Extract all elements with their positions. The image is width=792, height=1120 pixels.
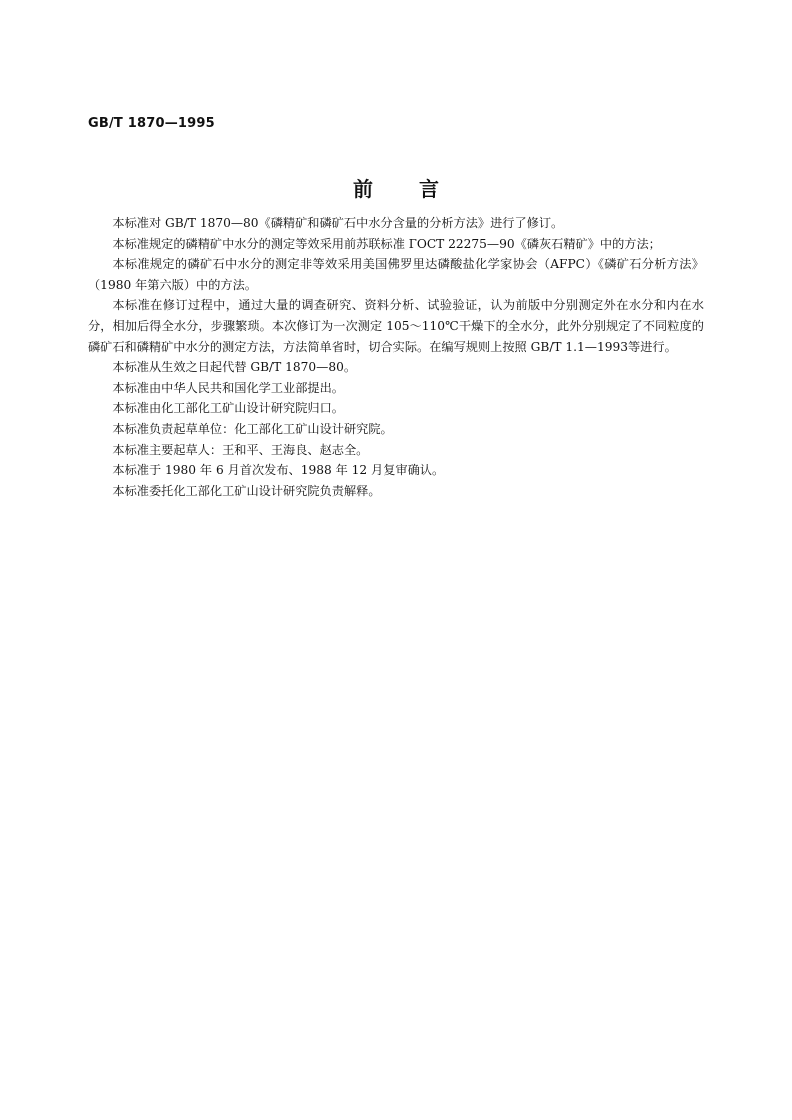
paragraph-replaces: 本标准从生效之日起代替 GB/T 1870—80。 bbox=[112, 360, 357, 375]
page-title: 前言 bbox=[353, 177, 485, 201]
paragraph-ore-method: 本标准规定的磷矿石中水分的测定非等效采用美国佛罗里达磷酸盐化学家协会（AFPC）《磷矿石分析方法》（1980 年第六版）中的方法。 bbox=[88, 257, 704, 292]
paragraph-proposed-by: 本标准由中华人民共和国化学工业部提出。 bbox=[112, 380, 344, 395]
paragraph-drafting-unit: 本标准负责起草单位：化工部化工矿山设计研究院。 bbox=[112, 421, 393, 436]
paragraph-concentrate-method: 本标准规定的磷精矿中水分的测定等效采用前苏联标准 ГОСТ 22275—90《磷灰石精矿》中的方法； bbox=[112, 236, 661, 251]
paragraph-interpretation: 本标准委托化工部化工矿山设计研究院负责解释。 bbox=[112, 483, 381, 498]
paragraph-centralized-by: 本标准由化工部化工矿山设计研究院归口。 bbox=[112, 401, 344, 416]
paragraph-publication-history: 本标准于 1980 年 6 月首次发布、1988 年 12 月复审确认。 bbox=[112, 463, 445, 478]
paragraph-drafters: 本标准主要起草人：王和平、王海良、赵志全。 bbox=[112, 442, 369, 457]
paragraph-revision: 本标准对 GB/T 1870—80《磷精矿和磷矿石中水分含量的分析方法》进行了修订。 bbox=[112, 216, 564, 230]
foreword-body bbox=[88, 213, 704, 501]
standard-code: GB/T 1870—1995 bbox=[88, 116, 215, 131]
paragraph-revision-process: 本标准在修订过程中，通过大量的调查研究、资料分析、试验验证，认为前版中分别测定外在水分和内在水分，相加后得全水分，步骤繁琐。本次修订为一次测定 105～110℃干燥下的全水分，此外分别规定了不同粒度的磷矿石和磷精矿中水分的测定方法，方法简单省时，切合实际。在编写规则上按照 GB/T 1.1—1993等进行。 bbox=[88, 298, 704, 354]
